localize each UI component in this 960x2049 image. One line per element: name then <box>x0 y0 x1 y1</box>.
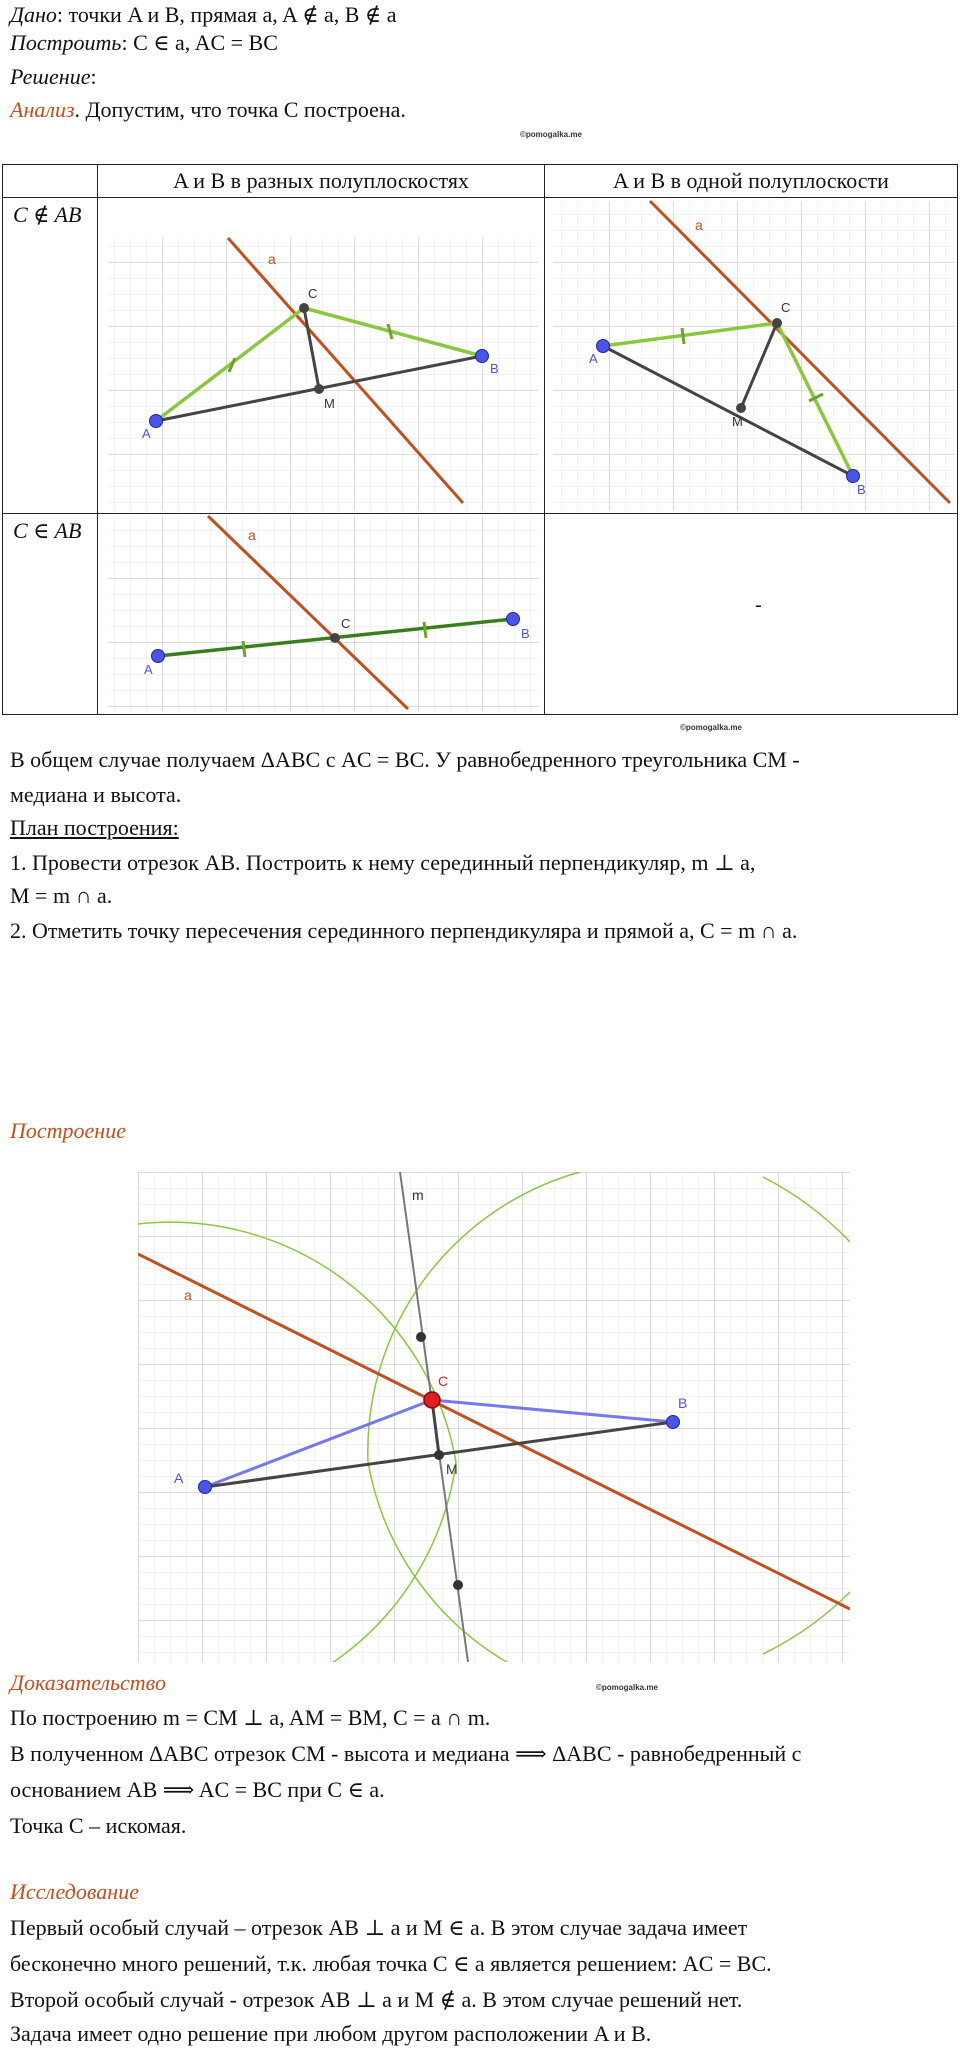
proof-1: По построению m = CM ⊥ a, AM = BM, C = a ∩ m. <box>10 1705 491 1730</box>
cases-table <box>2 164 958 715</box>
watermark: ©pomogalka.me <box>596 1683 658 1692</box>
proof-4: Точка C – искомая. <box>10 1813 187 1838</box>
figure-different-half-planes <box>98 198 545 514</box>
col-header-same: A и B в одной полуплоскости <box>545 165 958 198</box>
research-2: бесконечно много решений, т.к. любая точка C ∈ a является решением: AC = BC. <box>10 1951 772 1976</box>
plan-step-2: 2. Отметить точку пересечения серединного перпендикуляра и прямой a, C = m ∩ a. <box>10 918 798 943</box>
svg-text:C: C <box>781 300 791 315</box>
plan-step-1b: M = m ∩ a. <box>10 883 113 908</box>
general-case: В общем случае получаем ΔABC с AC = BC. У равнобедренного треугольника CM - <box>10 747 800 772</box>
svg-text:C: C <box>341 616 351 631</box>
row-label-on-ab: C ∈ AB <box>3 514 98 715</box>
construct-line: Построить: C ∈ a, AC = BC <box>10 30 278 55</box>
research-1: Первый особый случай – отрезок AB ⊥ a и M ∈ a. В этом случае задача имеет <box>10 1915 748 1940</box>
construction-title: Построение <box>10 1118 126 1143</box>
proof-title: Доказательство <box>10 1670 166 1695</box>
given-line: Дано: точки A и B, прямая a, A ∉ a, B ∉ a <box>10 2 397 27</box>
svg-text:C: C <box>308 286 318 301</box>
col-header-different: A и B в разных полуплоскостях <box>98 165 545 198</box>
svg-text:a: a <box>184 1287 192 1303</box>
svg-text:A: A <box>144 662 153 677</box>
svg-text:a: a <box>248 527 256 543</box>
svg-text:M: M <box>324 396 335 411</box>
svg-text:A: A <box>589 351 598 366</box>
solution-line: Решение: <box>10 64 97 89</box>
svg-text:B: B <box>678 1395 688 1411</box>
general-case-2: медиана и высота. <box>10 782 182 807</box>
svg-text:C: C <box>438 1373 449 1389</box>
watermark: ©pomogalka.me <box>680 723 742 732</box>
svg-text:B: B <box>857 482 866 497</box>
svg-text:m: m <box>412 1187 424 1203</box>
research-title: Исследование <box>10 1879 139 1904</box>
research-4: Задача имеет одно решение при любом другом расположении A и B. <box>10 2021 652 2046</box>
label-a: a <box>268 251 276 267</box>
plan-title: План построения: <box>10 815 179 840</box>
svg-text:B: B <box>490 361 499 376</box>
svg-text:A: A <box>174 1470 184 1486</box>
analysis-line: Анализ. Допустим, что точка C построена. <box>10 97 406 122</box>
svg-text:A: A <box>142 426 151 441</box>
svg-text:a: a <box>695 217 703 233</box>
svg-text:B: B <box>521 626 530 641</box>
empty-cell: - <box>545 514 958 715</box>
watermark: ©pomogalka.me <box>520 130 582 139</box>
research-3: Второй особый случай - отрезок AB ⊥ a и M ∉ a. В этом случае решений нет. <box>10 1987 743 2012</box>
figure-c-on-ab <box>98 514 545 715</box>
proof-2: В полученном ΔABC отрезок CM - высота и медиана ⟹ ΔABC - равнобедренный с <box>10 1741 802 1766</box>
proof-3: основанием AB ⟹ AC = BC при C ∈ a. <box>10 1777 385 1802</box>
figure-same-half-plane <box>545 198 958 514</box>
plan-step-1: 1. Провести отрезок AB. Построить к нему серединный перпендикуляр, m ⊥ a, <box>10 850 756 875</box>
construction-figure <box>138 1172 850 1662</box>
svg-text:M: M <box>732 414 743 429</box>
svg-text:M: M <box>446 1461 458 1477</box>
row-label-not-on-ab: C ∉ AB <box>3 198 98 514</box>
